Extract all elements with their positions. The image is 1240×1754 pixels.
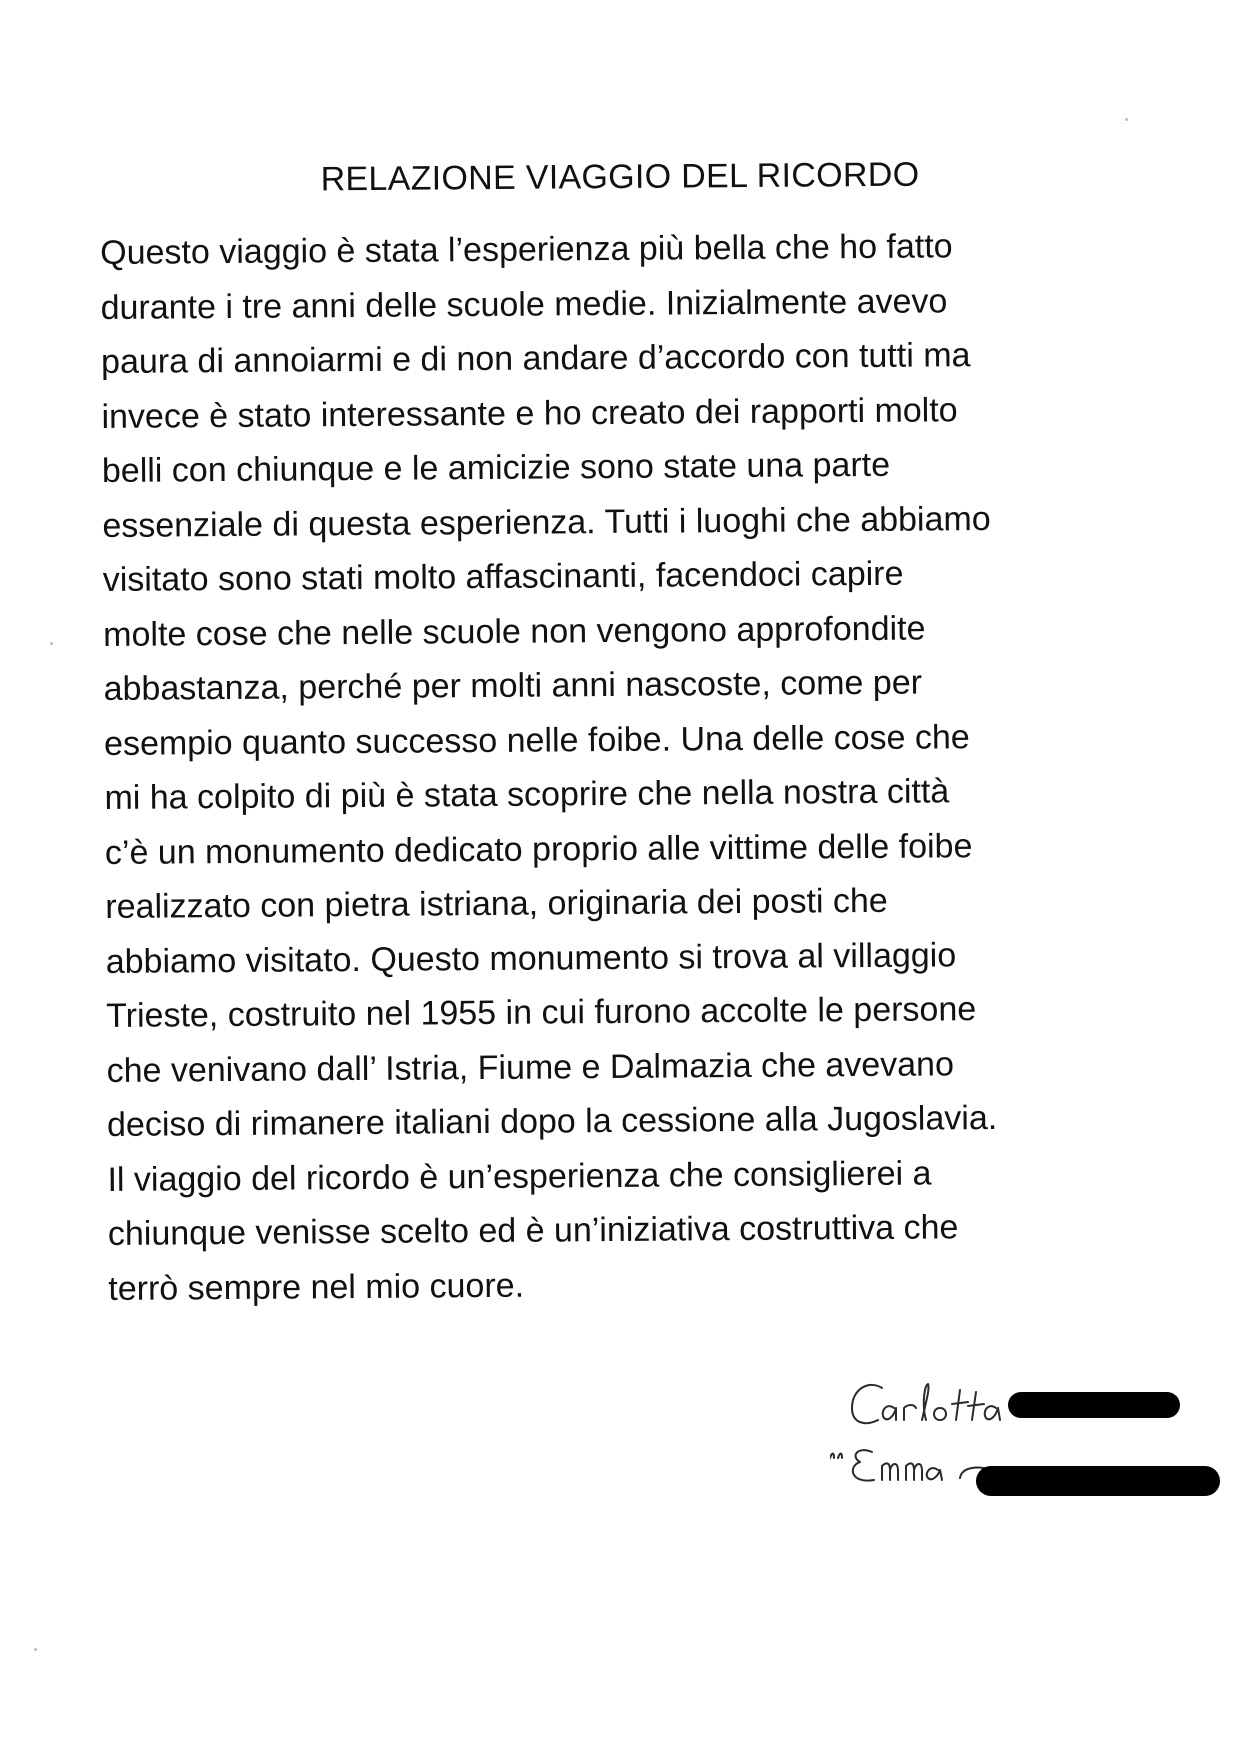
body-line: belli con chiunque e le amicizie sono state una parte [101, 445, 891, 490]
body-line: abbastanza, perché per molti anni nascoste, come per [103, 663, 923, 708]
body-line: Il viaggio del ricordo è un’esperienza che consiglierei a [107, 1153, 932, 1199]
scan-speck [1125, 118, 1128, 121]
redaction-bar [976, 1466, 1220, 1496]
redaction-bar [1008, 1392, 1180, 1418]
body-line: durante i tre anni delle scuole medie. Inizialmente avevo [100, 281, 948, 327]
scan-speck [34, 1648, 37, 1651]
document-body [100, 218, 1159, 1316]
signature-block [830, 1366, 1230, 1516]
body-line: essenziale di questa esperienza. Tutti i luoghi che abbiamo [102, 499, 991, 545]
body-line: visitato sono stati molto affascinanti, facendoci capire [102, 554, 904, 599]
body-line: deciso di rimanere italiani dopo la cessione alla Jugoslavia. [106, 1098, 998, 1144]
body-line: esempio quanto successo nelle foibe. Una delle cose che [103, 717, 970, 763]
body-line: c’è un monumento dedicato proprio alle vittime delle foibe [104, 826, 973, 872]
body-line: molte cose che nelle scuole non vengono approfondite [103, 609, 926, 654]
body-line: che venivano dall’ Istria, Fiume e Dalmazia che avevano [106, 1044, 955, 1090]
body-line: mi ha colpito di più è stata scoprire che nella nostra città [104, 772, 950, 817]
body-line: chiunque venisse scelto ed è un’iniziativa costruttiva che [107, 1208, 959, 1253]
body-line: Questo viaggio è stata l’esperienza più bella che ho fatto [100, 227, 953, 272]
body-line: Trieste, costruito nel 1955 in cui furono accolte le persone [106, 990, 977, 1035]
body-line: invece è stato interessante e ho creato dei rapporti molto [101, 390, 958, 436]
document-title: RELAZIONE VIAGGIO DEL RICORDO [320, 155, 920, 199]
signature-carlotta [852, 1384, 1000, 1423]
body-line: paura di annoiarmi e di non andare d’accordo con tutti ma [100, 336, 971, 381]
body-line: abbiamo visitato. Questo monumento si trova al villaggio [105, 935, 957, 981]
body-line: terrò sempre nel mio cuore. [108, 1266, 525, 1308]
body-line: realizzato con pietra istriana, originaria dei posti che [105, 881, 888, 926]
scan-speck [50, 642, 53, 645]
